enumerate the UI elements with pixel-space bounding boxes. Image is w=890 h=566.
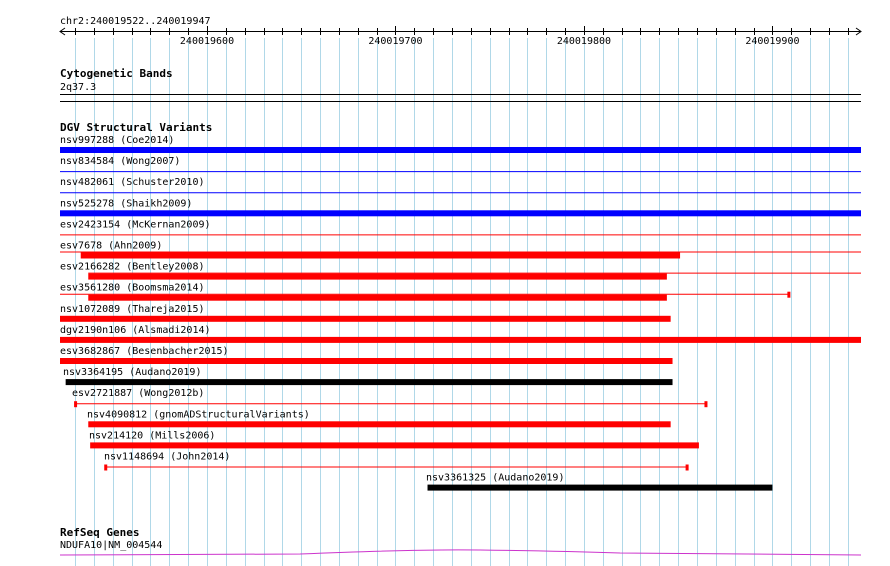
dgv-variant-row[interactable] (63, 367, 673, 385)
dgv-variant-row[interactable] (60, 325, 861, 343)
dgv-variant-label[interactable]: nsv525278 (Shaikh2009) (60, 198, 193, 210)
dgv-variant-row[interactable] (60, 219, 861, 235)
dgv-variant-row[interactable] (72, 388, 707, 407)
ruler-tick-label: 240019900 (745, 36, 800, 47)
dgv-variant-startcap (74, 401, 77, 407)
ruler (60, 26, 861, 47)
dgv-variant-label[interactable]: nsv1148694 (John2014) (104, 451, 231, 463)
dgv-variant-label[interactable]: nsv482061 (Schuster2010) (60, 177, 205, 189)
dgv-variant-label[interactable]: nsv214120 (Mills2006) (89, 430, 216, 442)
dgv-variant-bar[interactable] (428, 485, 773, 491)
ruler-tick-label: 240019600 (179, 36, 235, 47)
dgv-variant-row[interactable] (60, 135, 861, 153)
dgv-variant-bar[interactable] (88, 295, 667, 301)
dgv-variant-row[interactable] (426, 473, 772, 491)
dgv-variant-row[interactable] (60, 177, 861, 193)
dgv-variant-bar[interactable] (60, 147, 861, 153)
dgv-variant-bar[interactable] (60, 337, 861, 343)
refseq-gene-label[interactable]: NDUFA10|NM_004544 (60, 540, 163, 551)
ruler-tick-label: 240019800 (556, 36, 612, 47)
dgv-variant-row[interactable] (60, 241, 861, 259)
dgv-variant-bar[interactable] (60, 316, 671, 322)
dgv-variant-row[interactable] (60, 304, 671, 322)
dgv-variant-label[interactable]: esv2721887 (Wong2012b) (72, 388, 205, 400)
dgv-variant-label[interactable]: esv3682867 (Besenbacher2015) (60, 346, 229, 357)
dgv-variant-bar[interactable] (60, 358, 673, 364)
dgv-variant-label[interactable]: nsv1072089 (Thareja2015) (60, 303, 205, 315)
dgv-variant-bar[interactable] (60, 210, 861, 216)
dgv-variant-bar[interactable] (66, 379, 673, 385)
dgv-variant-label[interactable]: esv2166282 (Bentley2008) (60, 261, 205, 273)
dgv-variant-row[interactable] (87, 409, 671, 427)
dgv-variant-row[interactable] (60, 198, 861, 216)
dgv-variant-row[interactable] (104, 452, 689, 471)
dgv-variant-label[interactable]: dgv2190n106 (Alsmadi2014) (60, 324, 211, 336)
dgv-variant-bar[interactable] (88, 274, 667, 280)
cytoband-label[interactable]: 2q37.3 (60, 82, 97, 93)
dgv-variant-bar[interactable] (90, 442, 699, 448)
dgv-variant-startcap (104, 465, 107, 471)
refseq-track-title[interactable]: RefSeq Genes (60, 526, 140, 539)
region-coordinate-label: chr2:240019522..240019947 (60, 16, 211, 27)
refseq-track (60, 550, 861, 555)
dgv-variant-row[interactable] (60, 262, 861, 280)
dgv-variant-row[interactable] (89, 430, 699, 448)
dgv-variant-label[interactable]: esv7678 (Ahn2009) (60, 240, 163, 252)
dgv-variant-label[interactable]: nsv3364195 (Audano2019) (63, 367, 202, 379)
dgv-track-title[interactable]: DGV Structural Variants (60, 121, 213, 134)
refseq-gene-line[interactable] (60, 550, 861, 555)
dgv-variant-row[interactable] (60, 346, 673, 364)
dgv-variant-label[interactable]: esv2423154 (McKernan2009) (60, 219, 211, 231)
dgv-variant-bar[interactable] (88, 421, 670, 427)
dgv-variant-bar[interactable] (81, 253, 680, 259)
dgv-variant-label[interactable]: nsv834584 (Wong2007) (60, 156, 181, 168)
cytoband-track (60, 95, 861, 102)
dgv-variant-endcap (704, 401, 707, 407)
dgv-variant-label[interactable]: esv3561280 (Boomsma2014) (60, 282, 205, 294)
ruler-tick-label: 240019700 (368, 36, 423, 47)
dgv-variant-label[interactable]: nsv997288 (Coe2014) (60, 135, 175, 146)
dgv-variant-label[interactable]: nsv4090812 (gnomADStructuralVariants) (87, 409, 310, 421)
dgv-variant-endcap (787, 292, 790, 298)
dgv-variant-endcap (686, 465, 689, 471)
dgv-variant-row[interactable] (60, 283, 790, 301)
dgv-variant-label[interactable]: nsv3361325 (Audano2019) (426, 472, 565, 484)
dgv-track (60, 135, 861, 491)
cytoband-track-title[interactable]: Cytogenetic Bands (60, 67, 173, 80)
dgv-variant-row[interactable] (60, 156, 861, 172)
